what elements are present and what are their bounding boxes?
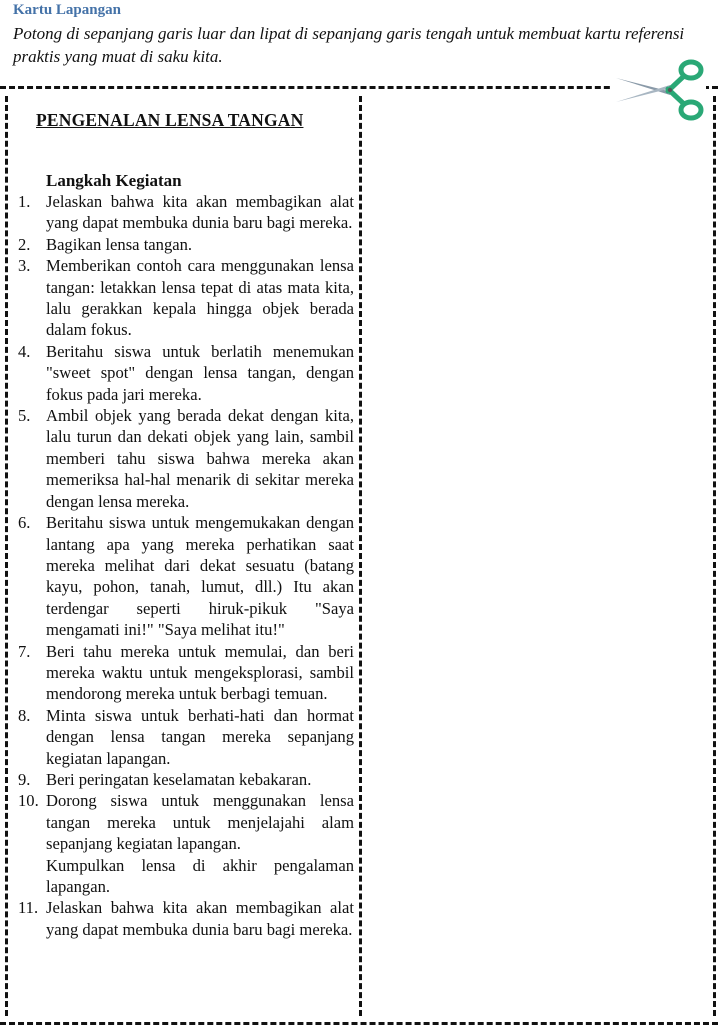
list-item: 7. Beri tahu mereka untuk memulai, dan beri mereka waktu untuk mengeksplorasi, sambil mendorong mereka untuk berbagi temuan. — [18, 641, 354, 704]
list-item: 6. Beritahu siswa untuk mengemukakan dengan lantang apa yang mereka perhatikan saat mereka melihat dari dekat sesuatu (batang kayu, pohon, tanah, lumut, dll.) Itu akan terdengar seperti hiruk-pikuk "Saya mengamati ini!" "Saya melihat itu!" — [18, 513, 354, 640]
list-item: 3. Memberikan contoh cara menggunakan lensa tangan: letakkan lensa tepat di atas mata kita, lalu gerakkan kepala hingga objek berada dalam fokus. — [18, 256, 354, 340]
step-note: Kumpulkan lensa di akhir pengalaman lapangan. — [46, 855, 354, 896]
scissors-icon — [612, 58, 706, 122]
list-item: 11. Jelaskan bahwa kita akan membagikan alat yang dapat membuka dunia baru bagi mereka. — [18, 898, 354, 939]
cut-line-top — [0, 86, 718, 89]
steps-heading: Langkah Kegiatan — [46, 171, 182, 190]
list-item: 5. Ambil objek yang berada dekat dengan kita, lalu turun dan dekati objek yang lain, sambil memberi tahu siswa bahwa mereka akan memeriksa hal-hal menarik di sekitar mereka dengan lensa mereka. — [18, 406, 354, 511]
list-item: 9. Beri peringatan keselamatan kebakaran. — [18, 769, 312, 789]
card-title: PENGENALAN LENSA TANGAN — [36, 110, 304, 130]
cut-line-bottom — [0, 1022, 718, 1025]
list-item: 10. Dorong siswa untuk menggunakan lensa tangan mereka untuk menjelajahi alam sepanjang kegiatan lapangan. Kumpulkan lensa di akhir pengalaman lapangan. — [18, 791, 354, 896]
cut-line-right — [713, 96, 716, 1016]
list-item: 8. Minta siswa untuk berhati-hati dan hormat dengan lensa tangan mereka sepanjang kegiatan lapangan. — [18, 705, 354, 768]
fold-line-middle — [359, 96, 362, 1016]
cut-line-left — [5, 96, 8, 1016]
page-title: Kartu Lapangan — [13, 2, 121, 18]
steps-list — [18, 191, 354, 940]
list-item: 2. Bagikan lensa tangan. — [18, 234, 193, 254]
list-item: 1. Jelaskan bahwa kita akan membagikan alat yang dapat membuka dunia baru bagi mereka. — [18, 192, 354, 233]
cut-instruction: Potong di sepanjang garis luar dan lipat di sepanjang garis tengah untuk membuat kartu referensi praktis yang muat di saku kita. — [13, 24, 685, 66]
list-item: 4. Beritahu siswa untuk berlatih menemukan "sweet spot" dengan lensa tangan, dengan fokus pada jari mereka. — [18, 341, 354, 404]
